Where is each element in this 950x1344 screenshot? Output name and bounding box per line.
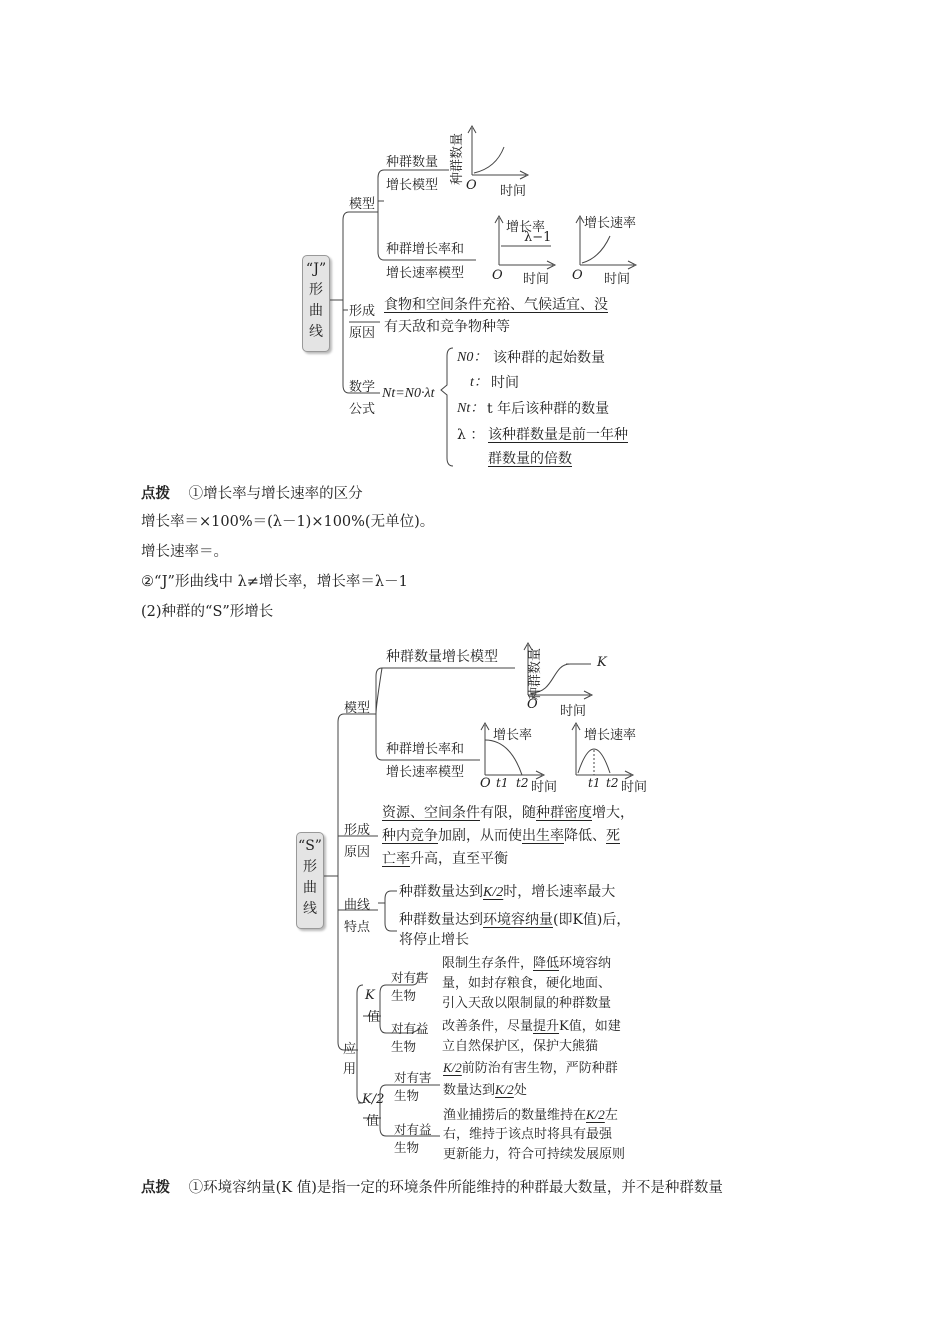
s-k2-benefit-line-2: 右，维持于该点时将具有最强 — [443, 1127, 613, 1142]
j-graph3-origin: O — [572, 268, 583, 283]
s-graph2-ylabel: 增长率 — [493, 728, 533, 743]
j-graph2-value: λ−1 — [524, 230, 552, 245]
s-k2-harm-label-2: 生物 — [394, 1088, 420, 1103]
tip-paragraph-2 — [141, 1178, 723, 1198]
s-feat1-c: 时，增长速率最大 — [503, 884, 616, 900]
tip-text: ①增长率与增长速率的区分 — [188, 486, 363, 502]
s-model-label: 模型 — [344, 701, 371, 716]
s-apply-label-1: 应 — [343, 1042, 357, 1057]
s-k-label-2: 值 — [367, 1010, 381, 1025]
s-graph3-t2: t2 — [606, 776, 619, 790]
growth-speed-definition: 增长速率＝。 — [141, 544, 228, 560]
s-feature-1 — [399, 883, 615, 902]
s-graph1-xlabel: 时间 — [560, 704, 587, 719]
j-cause-label-2: 原因 — [349, 326, 376, 341]
s-feat2-c: (即K值)后， — [553, 912, 631, 928]
s-k2-label-2: 值 — [366, 1114, 380, 1129]
j-cause-text-2: 有天敌和竞争物种等 — [384, 319, 510, 335]
s-k-harm-lower: 降低 — [533, 956, 560, 971]
s-k2-ben-k2: K/2 — [586, 1107, 605, 1122]
s-graph2-xlabel: 时间 — [531, 780, 558, 795]
s-k2-harm-k2b: K/2 — [495, 1082, 514, 1097]
j-nt-text: t 年后该种群的数量 — [487, 401, 610, 417]
s-graph1-k: K — [597, 655, 607, 670]
s-rate-model-label-1: 种群增长率和 — [386, 742, 465, 757]
j-pop-model-label-2: 增长模型 — [386, 178, 439, 193]
s-k2-harm-label-1: 对有害 — [394, 1070, 432, 1085]
s-k-benefit-label-2: 生物 — [391, 1039, 417, 1054]
s-feature-2b: 将停止增长 — [399, 932, 469, 948]
j-n0-text: 该种群的起始数量 — [493, 350, 605, 366]
s-graph1-origin: O — [527, 697, 538, 712]
s-cause-death-b: 亡率 — [382, 851, 410, 867]
s-k-harm-a: 限制生存条件， — [442, 956, 534, 971]
s-k-harm-line-3: 引入天敌以限制鼠的种群数量 — [442, 996, 612, 1011]
s-graph2-t2: t2 — [516, 776, 529, 790]
s-k2-harm-line-1 — [443, 1059, 618, 1078]
s-graph2-t1: t1 — [496, 776, 509, 790]
s-k-harm-line-2: 量，如封存粮食，硬化地面、 — [442, 976, 612, 991]
s-cause-label-1: 形成 — [344, 823, 371, 838]
s-k-ben-c: K值，如建 — [559, 1019, 621, 1034]
s-k2-benefit-line-1 — [443, 1106, 618, 1125]
s-k-harm-label-1: 对有害 — [391, 970, 429, 985]
s-cause-line-2 — [382, 827, 620, 845]
s-cause-text-k: 升高，直至平衡 — [410, 851, 508, 867]
s-feature-2 — [399, 911, 630, 929]
s-graph3-xlabel: 时间 — [621, 780, 648, 795]
s-cause-text-d: 增大， — [592, 805, 634, 821]
j-t-text: 时间 — [491, 375, 519, 391]
s-k2-harm-c: 数量达到 — [443, 1083, 496, 1098]
s-feature-label-1: 曲线 — [344, 898, 371, 913]
j-graph2-origin: O — [492, 268, 503, 283]
j-graph1-origin: O — [466, 178, 477, 193]
j-curve-note: ②“J”形曲线中 λ≠增长率，增长率＝λ－1 — [141, 574, 408, 590]
s-feat2-capacity: 环境容纳量 — [483, 912, 553, 928]
s-k-label-1: K — [365, 988, 375, 1003]
s-graph2-origin: O — [480, 776, 491, 791]
j-cause-text-1: 食物和空间条件充裕、气候适宜、没 — [384, 297, 608, 313]
s-cause-text-f: 加剧，从而使 — [438, 828, 522, 844]
j-model-label: 模型 — [349, 197, 376, 212]
s-cause-line-1 — [382, 804, 634, 822]
j-graph1-xlabel: 时间 — [500, 184, 527, 199]
s-cause-death-a: 死 — [606, 828, 620, 844]
j-graph3-ylabel: 增长速率 — [584, 216, 637, 231]
s-graph3-ylabel: 增长速率 — [584, 728, 637, 743]
s-feat1-a: 种群数量达到 — [399, 884, 483, 900]
j-graph2-ylabel: 增长率 — [506, 220, 546, 235]
tip-label: 点拨 — [141, 485, 170, 502]
s-pop-model-label: 种群数量增长模型 — [386, 649, 498, 665]
s-cause-text-b: 有限，随 — [480, 805, 536, 821]
s-k2-benefit-line-3: 更新能力，符合可持续发展原则 — [443, 1147, 626, 1162]
s-k-benefit-line-2: 立自然保护区，保护大熊猫 — [442, 1039, 599, 1054]
j-cause-label-1: 形成 — [349, 304, 376, 319]
tip-text-2: ①环境容纳量(K 值)是指一定的环境条件所能维持的种群最大数量，并不是种群数量 — [188, 1180, 723, 1196]
s-title-text: “S” 形 曲 线 — [298, 838, 322, 917]
s-cause-density: 种群密度 — [536, 805, 592, 821]
j-title-text: “J” 形 曲 线 — [305, 261, 327, 340]
s-graph3-t1: t1 — [588, 776, 601, 790]
s-k-harm-line-1 — [442, 955, 611, 973]
s-k2-harm-d: 处 — [513, 1083, 527, 1098]
s-k2-harm-k2: K/2 — [443, 1060, 462, 1075]
s-k2-harm-b: 前防治有害生物，严防种群 — [461, 1061, 618, 1076]
s-k2-ben-c: 左 — [604, 1108, 618, 1123]
j-pop-model-label-1: 种群数量 — [386, 155, 439, 170]
s-k-benefit-line-1 — [442, 1018, 621, 1036]
j-n0-label: N0： — [457, 350, 488, 365]
s-k-harm-label-2: 生物 — [391, 988, 417, 1003]
s-k2-label-1: K/2 — [362, 1092, 385, 1107]
j-formula-label-2: 公式 — [349, 402, 376, 417]
j-graph3-xlabel: 时间 — [604, 272, 631, 287]
j-rate-model-label-2: 增长速率模型 — [386, 266, 465, 281]
j-lambda-label: λ ： — [457, 427, 485, 443]
s-feat1-k2: K/2 — [483, 885, 504, 900]
s-k2-harm-line-2 — [443, 1081, 527, 1100]
j-lambda-text-2: 群数量的倍数 — [488, 451, 572, 467]
s-cause-text-h: 降低、 — [564, 828, 606, 844]
s-apply-label-2: 用 — [343, 1062, 357, 1077]
section-heading-s-growth: (2)种群的“S”形增长 — [141, 604, 274, 620]
s-k2-benefit-label-1: 对有益 — [394, 1122, 432, 1137]
j-lambda-text-1: 该种群数量是前一年种 — [488, 427, 628, 443]
tip-label-2: 点拨 — [141, 1179, 170, 1196]
j-formula: Nt=N0·λt — [382, 386, 435, 401]
s-k2-ben-a: 渔业捕捞后的数量维持在 — [443, 1108, 587, 1123]
s-graph1-ylabel: 种群数量 — [528, 647, 543, 700]
s-feat2-a: 种群数量达到 — [399, 912, 483, 928]
j-t-label: t： — [470, 375, 488, 390]
s-k2-benefit-label-2: 生物 — [394, 1140, 420, 1155]
j-nt-label: Nt： — [457, 401, 485, 416]
j-formula-label-1: 数学 — [349, 380, 376, 395]
s-cause-resources: 资源、空间条件 — [382, 805, 480, 821]
s-k-ben-a: 改善条件，尽量 — [442, 1019, 534, 1034]
s-k-benefit-label-1: 对有益 — [391, 1021, 429, 1036]
growth-rate-definition: 增长率＝×100%＝(λ－1)×100%(无单位)。 — [141, 514, 435, 530]
j-graph1-ylabel: 种群数量 — [450, 132, 465, 185]
j-rate-model-label-1: 种群增长率和 — [386, 242, 465, 257]
s-feature-label-2: 特点 — [344, 920, 371, 935]
s-k-ben-raise: 提升 — [533, 1019, 560, 1034]
s-cause-competition: 种内竞争 — [382, 828, 438, 844]
s-rate-model-label-2: 增长速率模型 — [386, 765, 465, 780]
j-graph2-xlabel: 时间 — [523, 272, 550, 287]
s-cause-label-2: 原因 — [344, 845, 371, 860]
s-cause-line-3 — [382, 850, 508, 868]
s-k-harm-c: 环境容纳 — [559, 956, 612, 971]
s-cause-birth-rate: 出生率 — [522, 828, 564, 844]
